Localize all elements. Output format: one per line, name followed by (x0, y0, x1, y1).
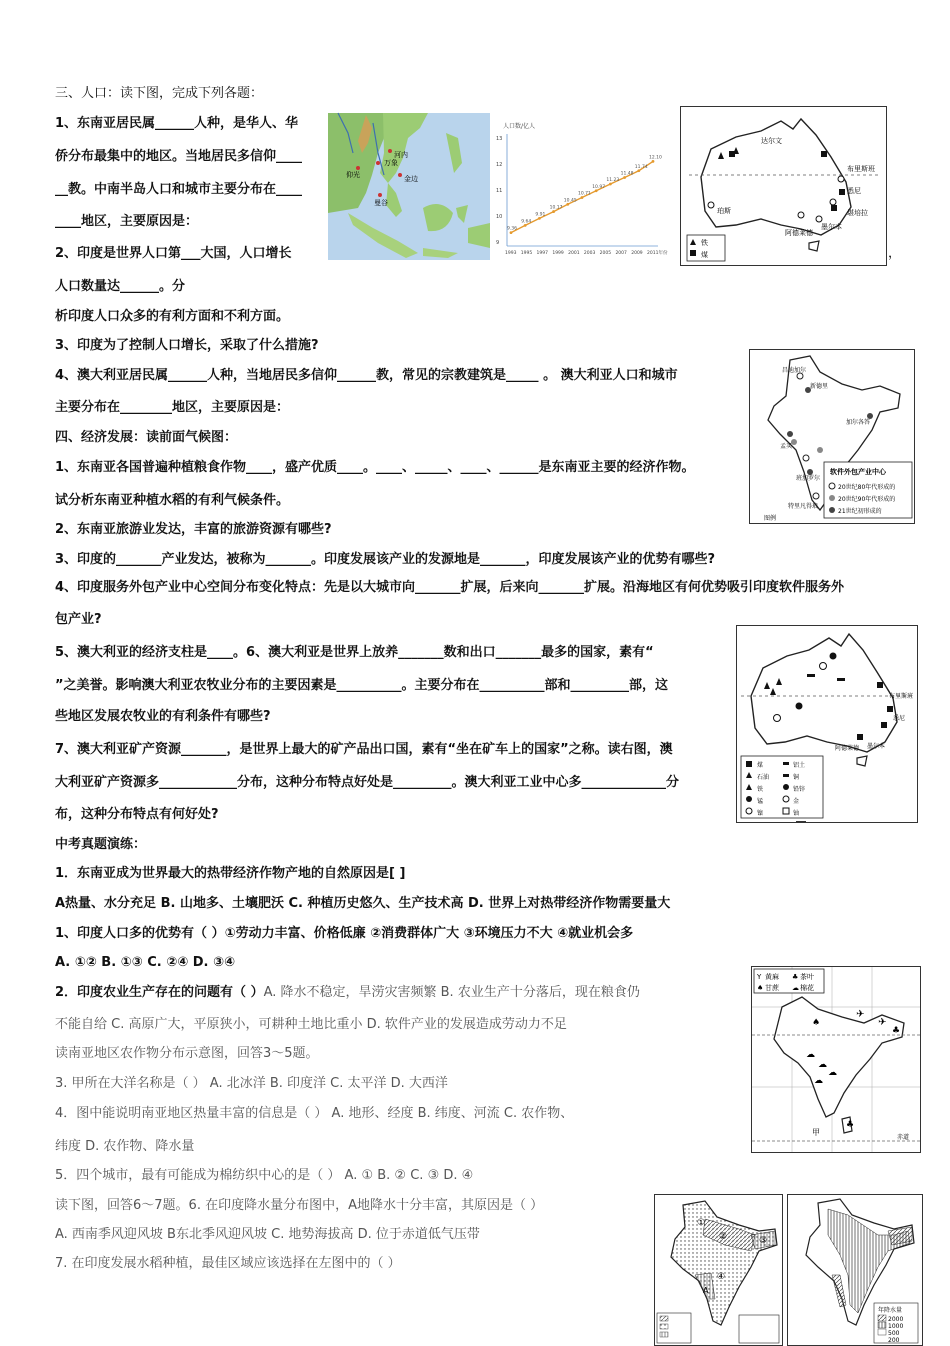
x-tick-label: 2007 (615, 251, 627, 256)
legend-label: 黄麻 (765, 973, 779, 981)
q-line: __教。中南半岛人口和城市主要分布在____ (55, 182, 303, 197)
map-label: 阿德莱德 (785, 229, 813, 237)
legend-label: 铁 (757, 786, 764, 793)
q-line: A热量、水分充足 B. 山地多、土壤肥沃 C. 种植历史悠久、生产技术高 D. 世界上对热带经济作物需要量大 (55, 896, 671, 911)
q-line: 7、澳大利亚矿产资源_______，是世界上最大的矿产品出口国，素有“坐在矿车上的国家”之称。读右图，澳 (55, 742, 673, 757)
data-point (538, 217, 541, 220)
data-point (510, 231, 513, 234)
chart-ylabel: 人口数/亿人 (503, 123, 536, 130)
q-line: 4、澳大利亚居民属______人种，当地居民多信仰______教，常见的宗教建筑是_____ 。 澳大利亚人口和城市 (55, 368, 678, 383)
x-tick-label: 2003 (583, 251, 596, 256)
data-point (637, 169, 640, 172)
map-label: 堪培拉 (847, 209, 868, 217)
q-line: 纬度 D. 农作物、降水量 (55, 1139, 195, 1154)
map-label: 墨尔本 (821, 223, 842, 231)
section-title-population: 三、人口：读下图，完成下列各题： (55, 86, 264, 101)
legend-label: 茶叶 (800, 973, 814, 981)
map-label: 图例 (764, 515, 777, 522)
data-label: 9.91 (535, 212, 546, 218)
legend-label: 煤 (701, 251, 708, 259)
legend-label: 镍 (757, 810, 764, 817)
q-line: 些地区发展农牧业的有利条件有哪些? (55, 709, 271, 724)
crop-symbol: ☁ (818, 1060, 827, 1070)
australia-mineral-map-svg (737, 626, 917, 822)
map-label: 布里斯班 (847, 165, 875, 173)
data-point (595, 189, 598, 192)
map-label: 特里凡得琅 (788, 503, 819, 510)
region-number: ③ (759, 1236, 768, 1246)
equator-label: 赤道 (897, 1134, 910, 1141)
divider (796, 821, 806, 822)
data-label: 11.48 (620, 171, 634, 177)
q-line: 3、印度的_______产业发达，被称为_______。印度发展该产业的发源地是_______，印度发展该产业的优势有哪些? (55, 552, 716, 567)
india-rainfall-map-right-svg (788, 1195, 922, 1345)
q-line: 3、印度为了控制人口增长，采取了什么措施? (55, 338, 319, 353)
legend-label: 铁 (701, 239, 708, 247)
crop-symbol: ♠ (812, 1018, 821, 1028)
south-asia-crops-map (751, 966, 921, 1153)
q-line: 析印度人口众多的有利方面和不利方面。 (55, 309, 290, 324)
legend-label: 锰 (757, 798, 764, 805)
southeast-asia-map-svg (328, 113, 490, 260)
region-number: ① (697, 1218, 706, 1228)
q-line: 4、印度服务外包产业中心空间分布变化特点：先是以大城市向_______扩展，后来向_______扩展。沿海地区有何优势吸引印度软件服务外 (55, 580, 845, 595)
data-label: 10.71 (578, 191, 591, 197)
india-rainfall-map-right (787, 1194, 923, 1346)
q-line: 5、澳大利亚的经济支柱是____。6、澳大利亚是世界上放养_______数和出口_______最多的国家，素有“ (55, 645, 654, 660)
legend-label: 甘蔗 (765, 984, 779, 992)
crop-symbol: ✈ (856, 1009, 865, 1020)
india-region-map-left-svg (655, 1195, 782, 1345)
map-label: 万象 (384, 159, 398, 167)
q-line: 4．图中能说明南亚地区热量丰富的信息是（ ） A. 地形、经度 B. 纬度、河流 C. 农作物、 (55, 1106, 574, 1121)
y-tick-label: 12 (496, 162, 503, 168)
x-tick-label: 2001 (568, 251, 580, 256)
svg-text:♣: ♣ (792, 973, 799, 981)
q-line: 1、印度人口多的优势有（ ）①劳动力丰富、价格低廉 ②消费群体广大 ③环境压力不大 ④就业机会多 (55, 926, 634, 941)
legend-label: 金 (793, 798, 800, 805)
india-software-map-svg (750, 350, 914, 523)
legend-label: 铀 (793, 810, 800, 817)
data-label: 11.23 (606, 178, 620, 184)
x-tick-label: 2005 (599, 251, 612, 256)
legend-item: 20世纪90年代形成的 (838, 496, 896, 503)
map-label: 达尔文 (761, 137, 782, 145)
q-line: A. ①② B. ①③ C. ②④ D. ③④ (55, 955, 236, 970)
legend-label: 石油 (757, 774, 770, 781)
map-label: 仰光 (346, 171, 360, 179)
data-label: 12.10 (649, 155, 662, 161)
legend-item: 21世纪初形成的 (838, 508, 882, 515)
map-label: 悉尼 (893, 715, 906, 722)
map-label: 班加罗尔 (796, 475, 821, 482)
y-tick-label: 13 (496, 136, 503, 142)
data-point (552, 210, 555, 213)
section-title-exam: 中考真题演练： (55, 837, 147, 852)
australia-map-top (680, 106, 887, 266)
data-label: 11.74 (634, 164, 648, 170)
india-population-chart (493, 116, 668, 260)
map-label: 阿德莱德 (835, 745, 860, 752)
svg-text:☁: ☁ (792, 984, 799, 992)
y-tick-label: 9 (496, 240, 500, 246)
rain-scale: 1000 (888, 1323, 904, 1330)
q-line: ”之美誉。影响澳大利亚农牧业分布的主要因素是__________。主要分布在__________部和_________部，这 (55, 678, 669, 693)
data-point (566, 203, 569, 206)
q-line: 5．四个城市，最有可能成为棉纺织中心的是（ ） A. ① B. ② C. ③ D. ④ (55, 1168, 474, 1183)
q-line: 1、东南亚居民属______人种，是华人、华 (55, 116, 299, 131)
data-point (609, 183, 612, 186)
data-point (652, 160, 655, 163)
legend-title: 软件外包产业中心 (830, 468, 886, 476)
q-line: 2、东南亚旅游业发达，丰富的旅游资源有哪些? (55, 522, 332, 537)
legend-item: 20世纪80年代形成的 (838, 484, 896, 491)
q-line: 1、东南亚各国普遍种植粮食作物____，盛产优质____。____、_____、____、______是东南亚主要的经济作物。 (55, 460, 695, 475)
data-point (581, 196, 584, 199)
q-line: 读下图，回答6～7题。6. 在印度降水量分布图中，A地降水十分丰富，其原因是（ ） (55, 1198, 544, 1213)
y-tick-label: 11 (496, 188, 503, 194)
x-tick-label: 1995 (520, 251, 533, 256)
india-software-map (749, 349, 915, 524)
australia-mineral-map (736, 625, 918, 823)
rain-scale: 200 (888, 1337, 900, 1344)
crop-symbol: ✈ (878, 1017, 887, 1028)
data-label: 9.36 (507, 226, 518, 232)
q-line: 大利亚矿产资源多____________分布，这种分布特点好处是_________。澳大利亚工业中心多_____________分 (55, 775, 680, 790)
legend-label: 煤 (757, 762, 764, 769)
data-point (524, 224, 527, 227)
q-line: 3. 甲所在大洋名称是（ ） A. 北冰洋 B. 印度洋 C. 太平洋 D. 大西洋 (55, 1076, 448, 1091)
legend-label: 铜 (793, 774, 800, 781)
q-line: 2．印度农业生产存在的问题有（ ）A. 降水不稳定，旱涝灾害频繁 B. 农业生产十分落后，现在粮食仍 (55, 985, 640, 1000)
svg-text:♠: ♠ (757, 984, 764, 992)
y-tick-label: 10 (496, 214, 503, 220)
x-tick-label: 1993 (505, 251, 517, 256)
map-label: 昌迪加尔 (782, 367, 807, 374)
crop-symbol: ☁ (828, 1068, 837, 1078)
data-label: 9.64 (521, 219, 532, 225)
rain-scale: 2000 (888, 1316, 904, 1323)
x-tick-label: 2011年份 (647, 251, 668, 256)
data-point (623, 176, 626, 179)
crop-symbol: ♣ (846, 1120, 855, 1130)
rain-legend-title: 年降水量 (878, 1307, 903, 1314)
south-asia-crops-map-svg (752, 967, 920, 1152)
x-tick-label: 2009 (631, 251, 643, 256)
map-label: 墨尔本 (867, 743, 886, 750)
region-number: ② (719, 1232, 728, 1242)
map-label: 悉尼 (847, 187, 861, 195)
q-line: 1．东南亚成为世界最大的热带经济作物产地的自然原因是[ ] (55, 866, 406, 881)
q-line: 包产业? (55, 612, 102, 627)
q-line: 读南亚地区农作物分布示意图，回答3～5题。 (55, 1046, 319, 1061)
q-line: 试分析东南亚种植水稻的有利气候条件。 (55, 493, 290, 508)
crop-symbol: ☁ (806, 1050, 815, 1060)
q-line: 侨分布最集中的地区。当地居民多信仰____ (55, 149, 303, 164)
map-label: 新德里 (810, 383, 829, 390)
q-line: 人口数量达______。分 (55, 279, 186, 294)
map-label: 金边 (404, 175, 418, 183)
legend-label: 铝土 (793, 762, 806, 769)
map-label: 布里斯班 (889, 693, 914, 700)
crop-symbol: ☁ (814, 1076, 823, 1086)
map-label: 河内 (394, 151, 408, 159)
ocean-label: 甲 (812, 1128, 820, 1137)
section-title-economy: 四、经济发展：读前面气候图： (55, 430, 238, 445)
legend-label: 铅锌 (793, 786, 806, 793)
trailing-comma: ， (888, 246, 902, 261)
map-label: 加尔各答 (846, 419, 871, 426)
region-number: ④ (717, 1272, 726, 1282)
australia-map-top-svg (681, 107, 886, 265)
southeast-asia-map (328, 113, 490, 260)
india-region-map-left (654, 1194, 783, 1346)
svg-text:Y: Y (757, 973, 762, 981)
crop-symbol: ♣ (892, 1026, 901, 1036)
q-line: 布，这种分布特点有何好处? (55, 807, 219, 822)
data-label: 10.17 (549, 205, 563, 211)
x-tick-label: 1997 (536, 251, 549, 256)
q-line: A. 西南季风迎风坡 B东北季风迎风坡 C. 地势海拔高 D. 位于赤道低气压带 (55, 1227, 480, 1242)
q-line: 2、印度是世界人口第___大国，人口增长 (55, 246, 292, 261)
legend-label: 棉花 (800, 984, 814, 992)
data-label: 10.45 (563, 198, 577, 204)
q-line: 主要分布在________地区，主要原因是： (55, 400, 290, 415)
map-label: 珀斯 (717, 207, 731, 215)
population-chart-svg (493, 116, 668, 260)
map-label: 孟买 (780, 443, 793, 450)
data-label: 10.97 (592, 184, 606, 190)
region-label-a: A (703, 1286, 709, 1295)
rain-scale: 500 (888, 1330, 900, 1337)
q-line: 不能自给 C. 高原广大，平原狭小，可耕种土地比重小 D. 软件产业的发展造成劳动力不足 (55, 1017, 567, 1032)
x-tick-label: 1999 (552, 251, 564, 256)
q-line: 7. 在印度发展水稻种植，最佳区域应该选择在左图中的（ ） (55, 1256, 401, 1271)
q-line: ____地区，主要原因是： (55, 214, 199, 229)
map-label: 曼谷 (374, 199, 388, 207)
